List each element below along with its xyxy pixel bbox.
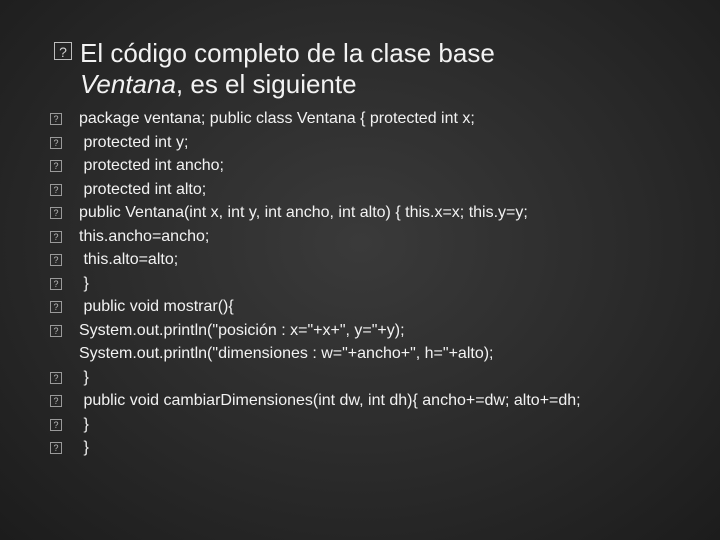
title-line-2-rest: , es el siguiente xyxy=(175,69,357,99)
code-line-text: package ventana; public class Ventana { protected int x; xyxy=(79,110,475,127)
code-line xyxy=(50,225,710,249)
code-line xyxy=(50,436,710,460)
code-bullet-list xyxy=(50,107,710,460)
code-line-text: } xyxy=(79,368,89,386)
box-bullet-icon: ? xyxy=(50,137,62,149)
code-line-text: this.alto=alto; xyxy=(79,251,179,268)
code-line xyxy=(50,201,710,225)
box-bullet-icon: ? xyxy=(50,278,62,290)
code-line xyxy=(50,178,710,202)
code-line-text: } xyxy=(79,274,89,292)
title-text xyxy=(54,38,694,100)
box-bullet-icon: ? xyxy=(54,42,72,60)
box-bullet-icon: ? xyxy=(50,325,62,337)
code-line xyxy=(50,366,710,390)
code-line xyxy=(50,248,710,272)
title-class-name: Ventana xyxy=(80,69,176,99)
code-line-text: } xyxy=(79,415,89,433)
code-line-text: protected int y; xyxy=(79,133,189,151)
box-bullet-icon: ? xyxy=(50,442,62,454)
box-bullet-icon: ? xyxy=(50,160,62,172)
code-line xyxy=(50,272,710,296)
code-line-text: protected int alto; xyxy=(79,180,207,198)
code-line xyxy=(50,131,710,155)
box-bullet-icon: ? xyxy=(50,113,62,125)
code-line xyxy=(50,295,710,319)
code-line-text: this.ancho=ancho; xyxy=(79,227,210,245)
code-line xyxy=(50,107,710,131)
code-line xyxy=(50,319,710,366)
slide-title xyxy=(54,38,694,100)
box-bullet-icon: ? xyxy=(50,419,62,431)
code-line-text: public void mostrar(){ xyxy=(79,298,234,315)
box-bullet-icon: ? xyxy=(50,184,62,196)
box-bullet-icon: ? xyxy=(50,231,62,243)
box-bullet-icon: ? xyxy=(50,395,62,407)
box-bullet-icon: ? xyxy=(50,372,62,384)
code-line-text: public void cambiarDimensiones(int dw, int dh){ ancho+=dw; alto+=dh; xyxy=(79,392,581,409)
code-line xyxy=(50,154,710,178)
box-bullet-icon: ? xyxy=(50,254,62,266)
code-line-text: } xyxy=(79,439,89,456)
box-bullet-icon: ? xyxy=(50,207,62,219)
title-line-1: El código completo de la clase base xyxy=(80,38,495,68)
code-line-text: public Ventana(int x, int y, int ancho, int alto) { this.x=x; this.y=y; xyxy=(79,204,528,221)
code-line xyxy=(50,389,710,413)
code-line xyxy=(50,413,710,437)
box-bullet-icon: ? xyxy=(50,301,62,313)
code-line-text: protected int ancho; xyxy=(79,157,224,174)
code-line-text: System.out.println("posición : x="+x+", y="+y); System.out.println("dimensiones : w="+ancho+", h="+alto); xyxy=(79,321,494,362)
